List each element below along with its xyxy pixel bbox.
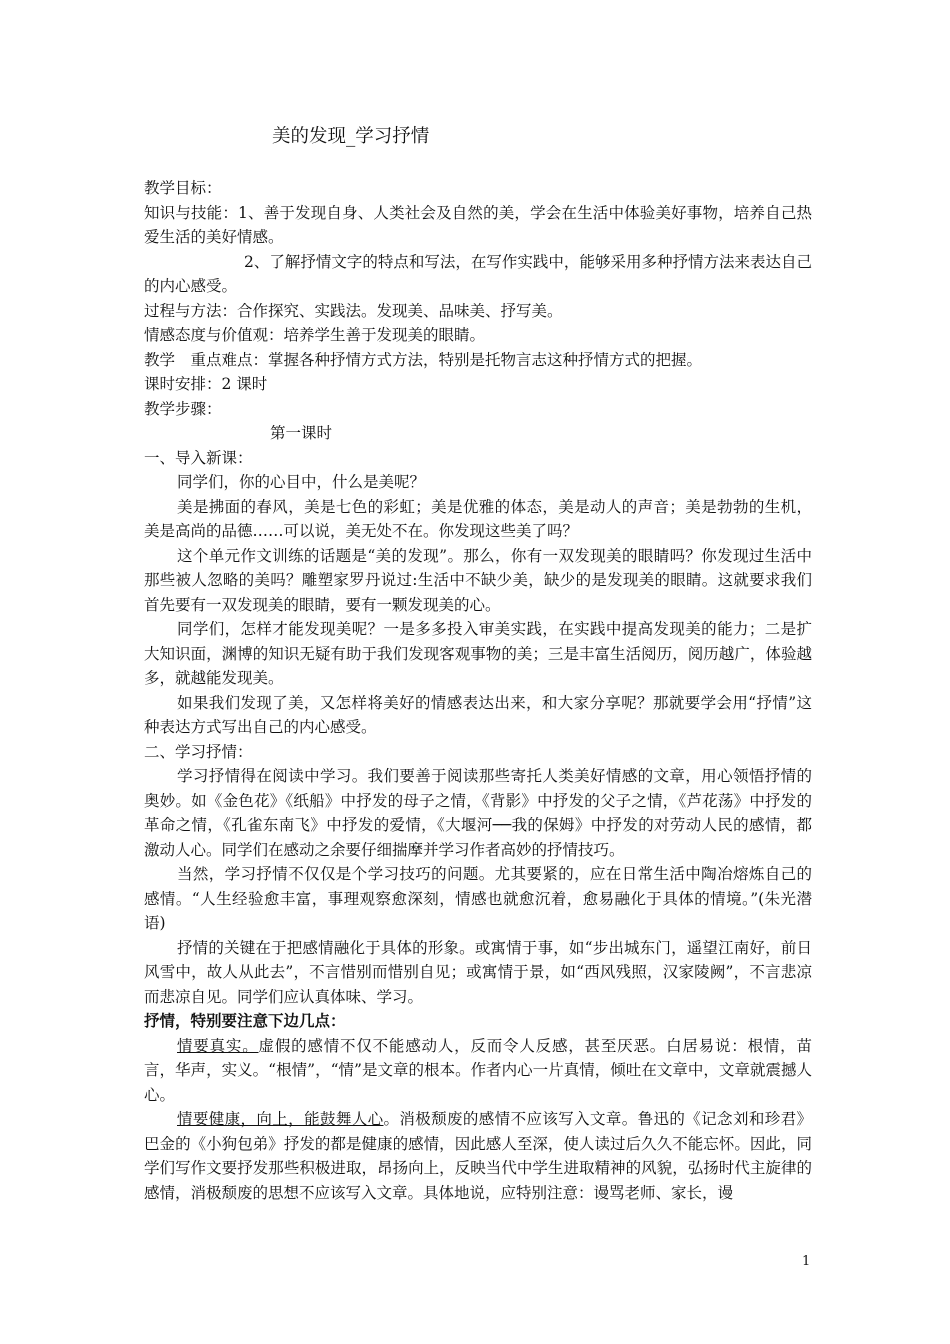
key-points: 教学 重点难点：掌握各种抒情方式方法，特别是托物言志这种抒情方式的把握。 — [144, 350, 703, 369]
document-title: 美的发现_学习抒情 — [272, 126, 430, 147]
paragraph: 抒情的关键在于把感情融化于具体的形象。或寓情于事，如“步出城东门，遥望江南好，前日风雪中，故人从此去”，不言惜别而惜别自见；或寓情于景，如“西风残照，汉家陵阙”，不言悲凉而悲凉自见。同学们应认真体味、学习。 — [144, 938, 812, 1006]
paragraph: 同学们，怎样才能发现美呢？一是多多投入审美实践，在实践中提高发现美的能力；二是扩大知识面，渊博的知识无疑有助于我们发现客观事物的美；三是丰富生活阅历，阅历越广，体验越多，就越能发现美。 — [144, 620, 812, 687]
objective-emotion: 情感态度与价值观：培养学生善于发现美的眼睛。 — [144, 326, 486, 344]
lesson-one-heading: 第一课时 — [270, 424, 333, 442]
underlined-lead: 情要真实。 — [177, 1036, 259, 1055]
objective-knowledge-1: 知识与技能：1、善于发现自身、人类社会及自然的美，学会在生活中体验美好事物，培养自己热爱生活的美好情感。 — [144, 203, 812, 246]
schedule: 课时安排：2 课时 — [144, 375, 268, 393]
paragraph: 这个单元作文训练的话题是“美的发现”。那么，你有一双发现美的眼睛吗？你发现过生活中那些被人忽略的美吗？雕塑家罗丹说过:生活中不缺少美，缺少的是发现美的眼睛。这就要求我们首先要有一双发现美的眼睛，要有一颗发现美的心。 — [144, 546, 812, 614]
section-heading-lyric: 二、学习抒情： — [144, 742, 253, 761]
steps-heading: 教学步骤： — [144, 399, 222, 418]
underlined-lead: 情要健康，向上，能鼓舞人心 — [177, 1110, 384, 1128]
document-body — [144, 176, 812, 1205]
objective-knowledge-2: 2、了解抒情文字的特点和写法，在写作实践中，能够采用多种抒情方法来表达自己的内心感受。 — [144, 252, 812, 295]
paragraph — [144, 1107, 812, 1205]
paragraph: 当然，学习抒情不仅仅是个学习技巧的问题。尤其要紧的，应在日常生活中陶冶熔炼自己的感情。“人生经验愈丰富，事理观察愈深刻，情感也就愈沉着，愈易融化于具体的情境。”(朱光潜语) — [144, 865, 812, 932]
paragraph: 同学们，你的心目中，什么是美呢？ — [177, 473, 426, 491]
paragraph — [144, 1034, 812, 1108]
page-number: 1 — [802, 1254, 811, 1269]
objectives-heading: 教学目标： — [144, 179, 222, 197]
section-heading-intro: 一、导入新课： — [144, 448, 253, 467]
paragraph-text: 虚假的感情不仅不能感动人，反而令人反感，甚至厌恶。白居易说：根情，苗言，华声，实义。“根情”，“情”是文章的根本。作者内心一片真情，倾吐在文章中，文章就震撼人心。 — [144, 1036, 812, 1104]
paragraph: 如果我们发现了美，又怎样将美好的情感表达出来，和大家分享呢？那就要学会用“抒情”这种表达方式写出自己的内心感受。 — [144, 693, 812, 736]
paragraph-text: 。消极颓废的感情不应该写入文章。鲁迅的《记念刘和珍君》巴金的《小狗包弟》抒发的都是健康的感情，因此感人至深，使人读过后久久不能忘怀。因此，同学们写作文要抒发那些积极进取，昂扬向上，反映当代中学生进取精神的风貌，弘扬时代主旋律的感情，消极颓废的思想不应该写入文章。具体地说，应特别注意：谩骂老师、家长，谩 — [144, 1110, 812, 1202]
bold-heading: 抒情，特别要注意下边几点： — [144, 1011, 346, 1030]
paragraph: 美是拂面的春风，美是七色的彩虹；美是优雅的体态，美是动人的声音；美是勃勃的生机，美是高尚的品德……可以说，美无处不在。你发现这些美了吗？ — [144, 497, 812, 540]
paragraph: 学习抒情得在阅读中学习。我们要善于阅读那些寄托人类美好情感的文章，用心领悟抒情的奥妙。如《金色花》《纸船》中抒发的母子之情，《背影》中抒发的父子之情，《芦花荡》中抒发的革命之情，《孔雀东南飞》中抒发的爱情，《大堰河──我的保姆》中抒发的对劳动人民的感情，都激动人心。同学们在感动之余要仔细揣摩并学习作者高妙的抒情技巧。 — [144, 767, 812, 859]
objective-process: 过程与方法：合作探究、实践法。发现美、品味美、抒写美。 — [144, 301, 563, 320]
